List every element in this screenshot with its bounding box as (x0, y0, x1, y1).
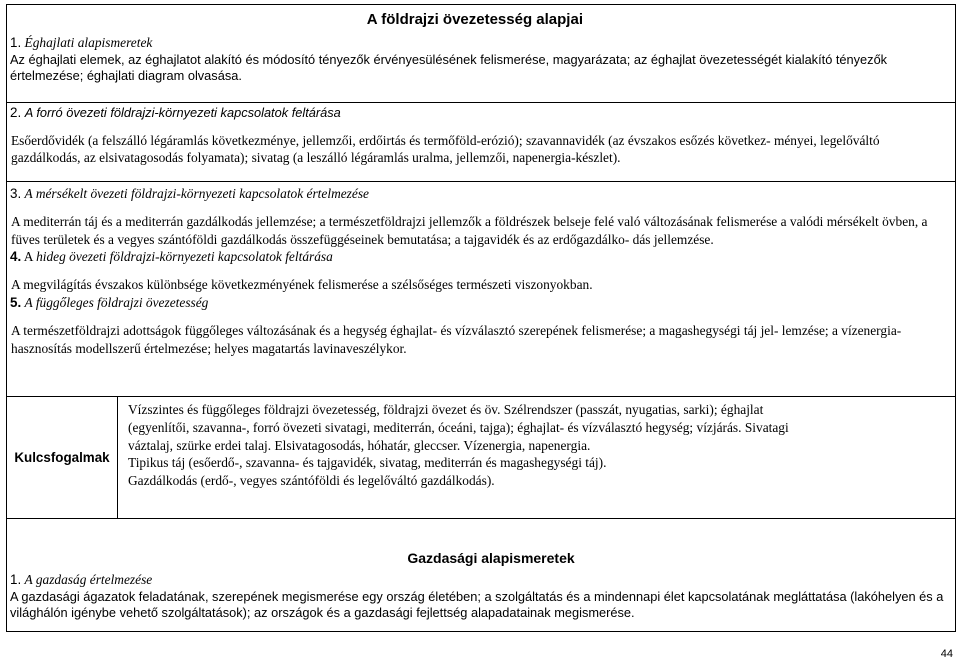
page-title: A földrajzi övezetesség alapjai (366, 11, 583, 28)
section-forro-ovezet (7, 103, 955, 182)
section-5-title: A függőleges földrajzi övezetesség (24, 294, 209, 310)
gazdasag-number: 1. (10, 572, 22, 587)
kulcsfogalmak-content (118, 397, 955, 518)
gazdasag-heading (7, 567, 955, 589)
section-4-body: A megvilágítás évszakos különbsége következményének felismerése a szélsőséges természeti viszonyokban. (11, 277, 593, 293)
section-2-heading (7, 103, 955, 122)
section-eghajlat (7, 5, 955, 103)
section-5-body: A természetföldrajzi adottságok függőleges változásának és a hegység éghajlat- és vízválasztó szerepének felismerése; a magashegységi táj jel- lemzése; a vízenergia-hasznosítás modellszerű értelmezése; helyes magatartás lavinaveszélykor. (11, 322, 902, 356)
section-1-number: 1. (10, 35, 22, 50)
page-number: 44 (940, 648, 953, 660)
section-3-body: A mediterrán táj és a mediterrán gazdálkodás jellemzése; a természetföldrajzi jellemzők a földrészek belseje felé való változásának felismerése a valódi mérsékelt övben, a füves területek és a vegyes szántóföldi gazdálkodás összefüggéseinek bemutatása; a tajgavidék és az erdőgazdálko- dás jellemzése. (11, 213, 928, 247)
gazdasag-section-title: A gazdaság értelmezése (24, 572, 153, 587)
section-4-number: 4. (10, 249, 22, 265)
section-1-title: Éghajlati alapismeretek (24, 35, 153, 50)
section-4-title: hideg övezeti földrajzi-környezeti kapcsolatok feltárása (36, 249, 333, 265)
kulcsfogalmak-line: Gazdálkodás (erdő-, vegyes szántóföldi és legelőváltó gazdálkodás). (128, 473, 495, 489)
section-5-number: 5. (10, 294, 22, 310)
section-3-title: A mérsékelt övezeti földrajzi-környezeti kapcsolatok értelmezése (24, 186, 369, 201)
kulcsfogalmak-row (7, 397, 955, 519)
section-4-title-prefix: A (23, 249, 37, 265)
section-4-heading (7, 248, 955, 266)
document-table (6, 4, 956, 632)
kulcsfogalmak-line: Tipikus táj (esőerdő-, szavanna- és tajgavidék, sivatag, mediterrán és magashegységi táj). (128, 455, 607, 471)
section-3-number: 3. (10, 186, 22, 201)
kulcsfogalmak-line: váztalaj, szürke erdei talaj. Elsivatagosodás, hóhatár, gleccser. Vízenergia, napenergia. (128, 437, 591, 453)
section-merseklet-hideg-fuggoleges (7, 182, 955, 397)
section-2-body: Esőerdővidék (a felszálló légáramlás következménye, jellemzői, erdőirtás és termőföld-erózió); szavannavidék (az évszakos esőzés következ- ményei, legelőváltó gazdálkodás, az elsivatagosodás folyamata); sivatag (a leszálló légáramlás uralma, jellemzői, napenergia-készlet). (11, 132, 880, 166)
gazdasag-title: Gazdasági alapismeretek (407, 550, 575, 566)
gazdasag-body: A gazdasági ágazatok feladatának, szerepének megismerése egy ország életében; a szolgáltatás és a mindennapi élet kapcsolatának megláttatása (lakóhelyen és a világhálón igénybe vehető szolgáltatások); az országok és a gazdasági fejlettség alapadatainak megismerése. (10, 588, 944, 621)
kulcsfogalmak-line: Vízszintes és függőleges földrajzi övezetesség, földrajzi övezet és öv. Szélrendszer (passzát, nyugatias, sarki); éghajlat (128, 402, 764, 417)
section-gazdasag (7, 519, 955, 631)
section-3-heading (7, 182, 955, 203)
kulcsfogalmak-line: (egyenlítői, szavanna-, forró övezeti sivatagi, mediterrán, óceáni, tajga); éghajlat- és vízválasztó hegység; vízjárás. Sivatagi (128, 419, 789, 435)
section-5-heading (7, 294, 955, 312)
section-1-heading (7, 34, 955, 52)
section-2-title: A forró övezeti földrajzi-környezeti kapcsolatok feltárása (24, 105, 341, 120)
section-2-number: 2. (10, 105, 22, 120)
kulcsfogalmak-label: Kulcsfogalmak (7, 397, 118, 518)
section-1-body: Az éghajlati elemek, az éghajlatot alakító és módosító tényezők érvényesülésének felismerése, magyarázata; az éghajlat övezetességét kialakító tényezők értelmezése; éghajlati diagram olvasása. (10, 51, 888, 84)
